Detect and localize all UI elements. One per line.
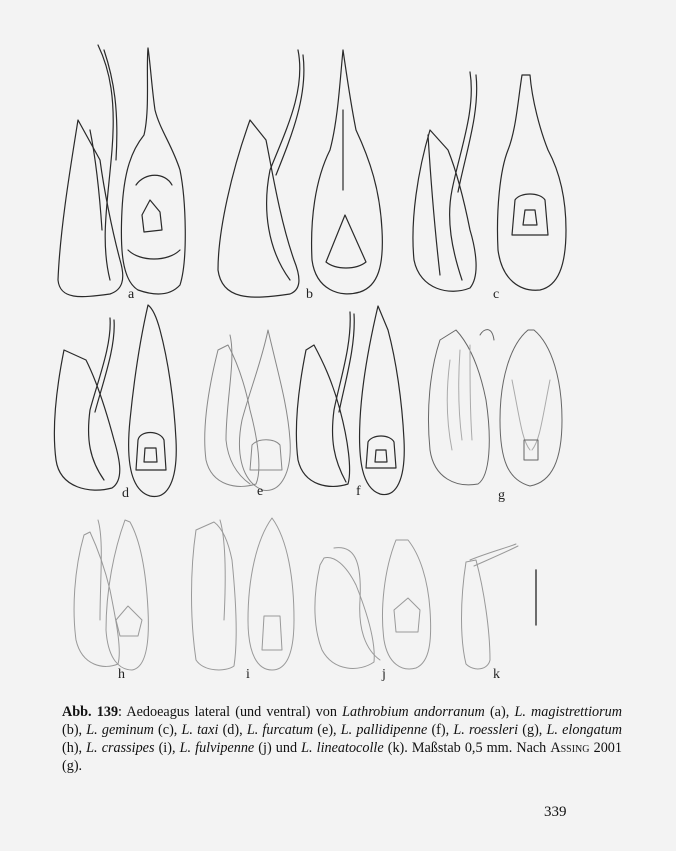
panel-label-h: h xyxy=(118,667,125,682)
caption-species-name: Lathrobium andorranum xyxy=(342,704,485,720)
drawing-g-ventral xyxy=(500,330,562,486)
panel-label-e: e xyxy=(257,484,264,499)
drawing-c-lateral xyxy=(413,72,477,291)
drawing-b-ventral xyxy=(312,50,383,294)
panel-label-k: k xyxy=(493,667,500,682)
drawing-j-ventral xyxy=(383,540,431,669)
drawing-a-lateral xyxy=(58,45,123,297)
caption-species-name: L. magistrettiorum xyxy=(514,704,622,720)
drawing-f-lateral xyxy=(296,312,354,486)
caption-figure-number: Abb. 139 xyxy=(62,704,119,720)
drawing-h-ventral xyxy=(106,520,148,670)
drawing-i-ventral xyxy=(248,518,294,670)
drawing-i-lateral xyxy=(192,520,237,670)
drawing-k-lateral xyxy=(462,544,519,669)
drawing-d-ventral xyxy=(129,305,177,497)
caption-species-name: L. geminum xyxy=(86,722,154,738)
panel-label-c: c xyxy=(493,287,500,302)
panel-label-a: a xyxy=(128,287,135,302)
caption-species-name: L. elongatum xyxy=(546,722,623,738)
caption-species-name: L. lineatocolle xyxy=(301,740,384,756)
caption-species-name: L. roessleri xyxy=(453,722,519,738)
caption-species-name: L. pallidipenne xyxy=(340,722,428,738)
drawing-f-ventral xyxy=(360,306,405,495)
caption-species-name: L. taxi xyxy=(181,722,219,738)
drawing-c-ventral xyxy=(497,75,566,290)
panel-label-f: f xyxy=(356,484,361,499)
figure-caption: Abb. 139: Aedoeagus lateral (und ventral) von Lathrobium andorranum (a), L. magistrettiorum (b), L. geminum (c), L. taxi (d), L. furcatum (e), L. pallidipenne (f), L. roessleri (g), L. elongatum (h), L. crassipes (i), L. fulvipenne (j) und L. lineatocolle (k). Maßstab 0,5 mm. Nach Assing 2001 (g). xyxy=(62,704,623,774)
drawing-a-ventral xyxy=(121,48,185,294)
panel-label-j: j xyxy=(382,667,386,682)
panel-label-b: b xyxy=(306,287,313,302)
panel-label-i: i xyxy=(246,667,250,682)
drawing-b-lateral xyxy=(218,50,304,297)
panel-label-d: d xyxy=(122,486,129,501)
drawing-h-lateral xyxy=(74,520,119,666)
page-number: 339 xyxy=(544,804,567,820)
panel-label-g: g xyxy=(498,488,505,503)
caption-species-name: L. fulvipenne xyxy=(179,740,255,756)
caption-species-name: L. furcatum xyxy=(246,722,314,738)
caption-species-name: L. crassipes xyxy=(86,740,155,756)
drawing-e-ventral xyxy=(239,330,290,490)
drawing-d-lateral xyxy=(54,318,119,490)
drawing-j-lateral xyxy=(315,548,380,669)
drawing-g-lateral xyxy=(428,330,494,485)
caption-author: Assing xyxy=(550,740,590,756)
